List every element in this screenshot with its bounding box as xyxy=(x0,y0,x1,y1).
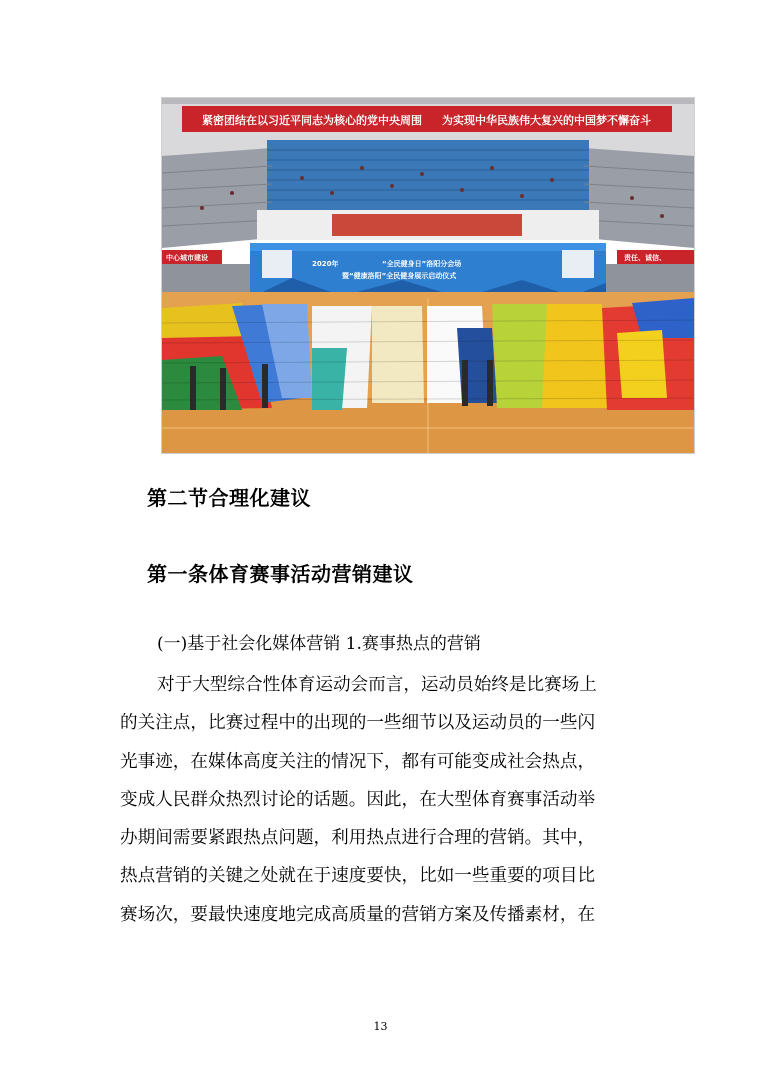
banner-right-text: 为实现中华民族伟大复兴的中国梦不懈奋斗 xyxy=(442,114,651,127)
page-number: 13 xyxy=(373,1020,388,1033)
stadium-illustration xyxy=(162,98,694,453)
paragraph-line: 赛场次，要最快速度地完成高质量的营销方案及传播素材，在 xyxy=(120,904,596,925)
paragraph-line: 办期间需要紧跟热点问题，利用热点进行合理的营销。其中， xyxy=(120,828,596,849)
banner-left-text: 紧密团结在以习近平同志为核心的党中央周围 xyxy=(202,114,422,127)
body-paragraph xyxy=(120,666,640,934)
stadium-photo xyxy=(161,97,695,454)
paragraph-line: 的关注点，比赛过程中的出现的一些细节以及运动员的一些闪 xyxy=(120,713,596,734)
subheading: (一)基于社会化媒体营销 1.赛事热点的营销 xyxy=(157,634,481,654)
side-sign-left-text: 中心城市建设 xyxy=(166,254,208,262)
section-title: 第二节合理化建议 xyxy=(147,486,311,510)
article-title: 第一条体育赛事活动营销建议 xyxy=(147,562,414,586)
board-year-text: 2020年 xyxy=(312,260,339,268)
paragraph-line: 热点营销的关键之处就在于速度要快，比如一些重要的项目比 xyxy=(120,866,596,887)
board-sub-text: 暨“健康洛阳”全民健身展示启动仪式 xyxy=(342,272,457,280)
performer-formation xyxy=(162,298,694,410)
side-sign-right-text: 责任、诚信、 xyxy=(624,254,666,262)
paragraph-line: 光事迹，在媒体高度关注的情况下，都有可能变成社会热点， xyxy=(120,751,596,772)
paragraph-line: 变成人民群众热烈讨论的话题。因此，在大型体育赛事活动举 xyxy=(120,789,596,810)
board-title-text: “全民健身日”洛阳分会场 xyxy=(382,260,462,268)
paragraph-line: 对于大型综合性体育运动会而言，运动员始终是比赛场上 xyxy=(157,675,597,695)
